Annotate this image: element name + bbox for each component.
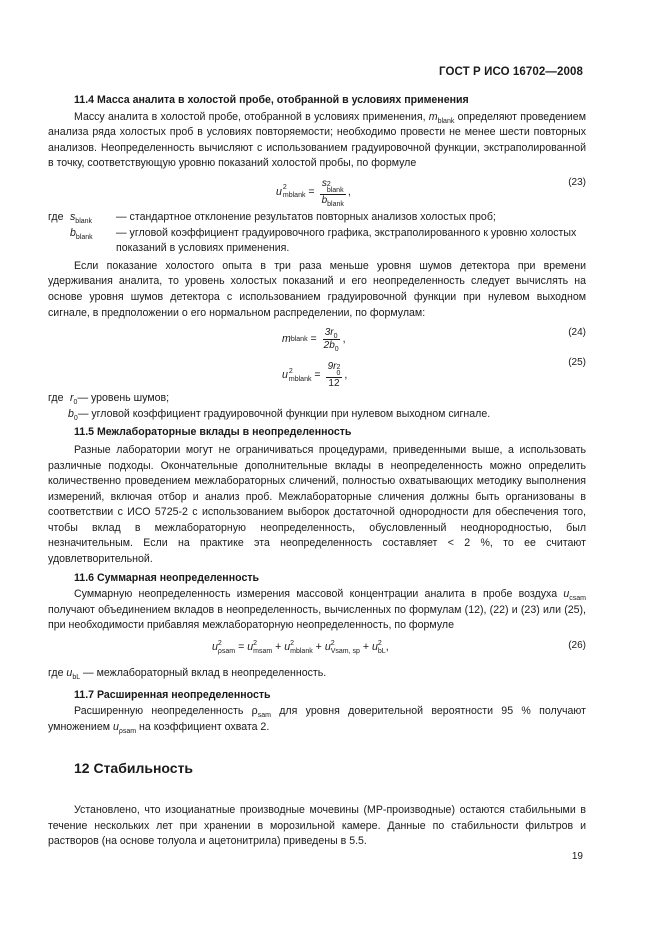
f26-t1-sub: msam <box>253 648 273 656</box>
f24-num-sub: 0 <box>333 333 338 341</box>
f24-fraction <box>322 327 341 352</box>
formula-25 <box>48 357 586 390</box>
f26-eq: = <box>235 641 248 654</box>
f25-fraction <box>326 361 343 390</box>
f26-sup: 2 <box>253 640 258 648</box>
def-ubl-sub: bL <box>72 674 81 682</box>
var-u: u <box>112 720 119 733</box>
f25-lhs: u <box>282 368 288 381</box>
var-rho: ρ <box>251 705 258 718</box>
f26-sym-3: u <box>284 641 291 654</box>
def2-sub: blank <box>75 233 93 241</box>
sub-blank: blank <box>437 117 455 125</box>
text-fragment: Суммарную неопределенность измерения массовой концентрации аналита в пробе воздуха <box>74 588 564 601</box>
f23-lhs-sub: mblank <box>282 192 306 200</box>
f26-sym-4: u <box>324 641 331 654</box>
f23-den-sub: blank <box>327 200 344 208</box>
text-fragment: определяют проведением анализа ряда холостых проб в условиях повторяемости; необходимо провести не менее шести повторных анализов. Неопределенность вычисляют с использованием градуировочной функции, экстраполированной в точку, соответствующую уровню показаний холостой пробы, по формуле <box>48 110 586 170</box>
text-fragment: Массу аналита в холостой пробе, отобранной в условиях применения, <box>74 110 429 123</box>
standard-header: ГОСТ Р ИСО 16702—2008 <box>438 66 583 78</box>
f26-plus: + <box>312 641 325 654</box>
formula-24-number: (24) <box>568 327 586 339</box>
formula-24-expression: m blank = $\frac{3r_0}{2b_0}$ , <box>282 327 346 354</box>
f26-sup: 2 <box>330 640 335 648</box>
f26-t2-sub: mblank <box>290 648 313 656</box>
section-11-4-title: 11.4 Масса аналита в холостой пробе, отобранной в условиях применения <box>74 94 469 106</box>
definition-s-blank <box>48 210 586 226</box>
f26-t4-sub: bL <box>377 648 386 656</box>
formula-26-number: (26) <box>568 640 586 652</box>
var-u: u <box>563 588 570 601</box>
where-label: где <box>48 392 64 405</box>
def3-sub: 0 <box>73 399 78 407</box>
text-fragment: для уровня доверительной вероятности 95 % получают умножением <box>48 705 586 733</box>
def-ubl-text: — межлабораторный вклад в неопределенность. <box>80 667 327 680</box>
f23-lhs-sup: 2 <box>282 184 287 192</box>
f26-plus: + <box>272 641 285 654</box>
def4-text: — угловой коэффициент градуировочной функции при нулевом выходном сигнале. <box>77 407 491 420</box>
section-11-4-paragraph-1 <box>48 110 586 172</box>
formula-25-expression: u 2 mblank = 9r 2 0 12 , <box>282 361 348 390</box>
f26-lhs-sub: ρsam <box>217 648 236 656</box>
f26-sup: 2 <box>217 640 222 648</box>
var-m: m <box>428 110 438 123</box>
text-fragment: Расширенную неопределенность <box>74 705 252 718</box>
def3-text: — уровень шумов; <box>77 392 170 405</box>
page-number: 19 <box>571 851 583 862</box>
def2-text: — угловой коэффициент градуировочного графика, экстраполированного к уровню холостых показаний в условиях применения. <box>116 226 577 255</box>
f24-den: 2b <box>323 340 335 352</box>
sub-rhosam: ρsam <box>118 727 137 735</box>
section-12-paragraph-1: Установлено, что изоцианатные производные мочевины (МР-производные) остаются стабильными в течение нескольких лет при хранении в морозильной камере. Данные по стабильности фильтров и растворов (на основе толуола и ацетонитрила) приведены в 5.5. <box>48 804 586 848</box>
f26-sym-2: u <box>247 641 254 654</box>
section-11-4-paragraph-2: Если показание холостого опыта в три раза меньше уровня шумов детектора при времени удерживания аналита, то уровень холостых показаний и его неопределенность следует вычислять на основе уровня шумов детектора с использованием градуировочной функции при нулевом выходном сигнале, в предположении о его нормальном распределении, по формулам: <box>48 259 586 319</box>
section-11-5-title: 11.5 Межлабораторные вклады в неопределенность <box>74 426 352 439</box>
f26-plus: + <box>359 641 372 654</box>
f25-lhs-sub: mblank <box>288 375 312 383</box>
f24-den-sub: 0 <box>334 346 339 354</box>
def3-sym: r <box>70 392 74 405</box>
f25-num: 9r <box>327 361 337 373</box>
formula-23 <box>48 172 586 210</box>
text-fragment: получают объединением вкладов в неопределенность, вычисленных по формулам (12), (22) и (23) или (25), при необходимости прибавляя межлабораторную неопределенность, по формуле <box>48 603 586 632</box>
f25-den: 12 <box>328 378 340 390</box>
f23-fraction <box>320 178 346 207</box>
section-11-6-paragraph-1 <box>48 587 586 634</box>
section-11-7-title: 11.7 Расширенная неопределенность <box>74 688 271 701</box>
def-ubl-sym: u <box>66 667 73 680</box>
f24-lhs: m <box>282 332 291 345</box>
formula-26 <box>48 636 586 664</box>
f26-sup: 2 <box>377 640 382 648</box>
definitions-24-25 <box>48 391 586 422</box>
f26-t3-sub: Vsam, sp <box>330 648 360 656</box>
f25-num-sup: 2 <box>336 364 341 372</box>
section-11-6-title: 11.6 Суммарная неопределенность <box>74 571 260 584</box>
page-content <box>48 93 586 850</box>
def1-text: — стандартное отклонение результатов повторных анализов холостых проб; <box>116 210 496 223</box>
f23-lhs: u <box>276 185 282 198</box>
def4-sym: b <box>68 407 74 420</box>
section-11-5-paragraph-1: Разные лаборатории могут не ограничиваться процедурами, приведенными выше, а использовать различные подходы. Окончательные дополнительные вклады в неопределенность можно определить количественно проведением межлабораторных сличений, полностью охватывающих методику выполнения измерений, включая отбор и анализ проб. Межлабораторные сличения должны быть организованы в соответствии с ИСО 5725-2 с использованием выборок достаточной однородности для обеспечения того, чтобы вклад в межлабораторную неопределенность, обусловленный неоднородностью, был незначительным. Если на практике эта неопределенность составляет < 2 %, то ее считают удовлетворительной. <box>48 443 586 566</box>
def1-sub: blank <box>75 218 93 226</box>
definition-r0 <box>48 391 586 407</box>
definitions-23 <box>48 210 586 257</box>
f23-num-sub: blank <box>326 186 344 194</box>
formula-24 <box>48 325 586 353</box>
def2-sym: b <box>70 226 76 239</box>
f25-lhs-sup: 2 <box>288 367 293 375</box>
formula-26-expression <box>212 640 389 656</box>
f23-den: b <box>321 194 328 206</box>
f26-sym-5: u <box>371 641 378 654</box>
f26-sym-1: u <box>212 641 218 654</box>
f26-sup: 2 <box>290 640 295 648</box>
sub-sam: sam <box>257 712 271 720</box>
text-fragment: на коэффициент охвата 2. <box>136 720 270 733</box>
section-11-7-paragraph-1 <box>48 704 586 735</box>
formula-23-number: (23) <box>568 176 586 188</box>
def1-sym: s <box>70 210 76 223</box>
f25-num-sub: 0 <box>336 370 341 378</box>
sub-csam: csam <box>569 595 586 603</box>
where-label: где <box>48 210 64 223</box>
f23-num: s <box>321 177 327 189</box>
definition-b-blank <box>48 226 586 257</box>
f26-end: , <box>385 641 389 654</box>
formula-25-number: (25) <box>568 357 586 369</box>
f24-num: 3r <box>324 327 334 339</box>
where-label: где <box>48 667 67 680</box>
section-11-6-definition <box>48 666 586 682</box>
section-12-title: 12 Стабильность <box>74 760 194 777</box>
def4-sub: 0 <box>73 414 78 422</box>
f23-num-sup: 2 <box>326 180 331 188</box>
definition-b0 <box>48 407 586 423</box>
formula-23-expression: u 2 mblank = s 2 blank $b_{blank}$ , <box>276 177 351 208</box>
